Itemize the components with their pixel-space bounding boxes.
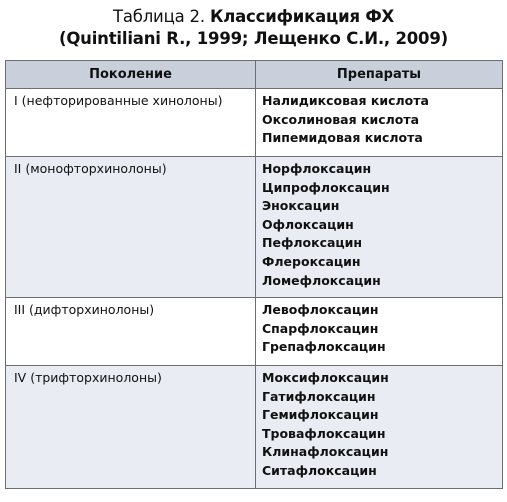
drug-item: Офлоксацин	[262, 216, 354, 232]
drug-item: Пефлоксацин	[262, 235, 363, 251]
caption-prefix: Таблица 2.	[112, 7, 205, 26]
drug-item: Оксолиновая кислота	[262, 111, 420, 127]
table-row	[6, 157, 503, 298]
drug-item: Норфлоксацин	[262, 161, 372, 176]
drugs-cell	[256, 366, 503, 489]
header-drugs: Препараты	[256, 61, 503, 89]
drugs-cell	[256, 298, 503, 366]
drug-item: Флероксацин	[262, 253, 361, 269]
table-row	[6, 366, 503, 489]
table-row	[6, 298, 503, 366]
drug-item: Пипемидовая кислота	[262, 130, 423, 146]
drug-item: Гемифлоксацин	[262, 407, 379, 423]
drugs-cell	[256, 89, 503, 157]
classification-table	[5, 60, 503, 489]
table-caption	[5, 0, 502, 60]
drugs-cell	[256, 157, 503, 298]
drug-item: Тровафлоксацин	[262, 425, 386, 441]
table-header-row	[6, 61, 503, 89]
drug-item: Налидиксовая кислота	[262, 93, 429, 108]
table-row	[6, 89, 503, 157]
drug-item: Спарфлоксацин	[262, 320, 379, 336]
drug-item: Моксифлоксацин	[262, 370, 389, 385]
drug-item: Левофлоксацин	[262, 302, 379, 317]
drug-item: Клинафлоксацин	[262, 444, 389, 460]
header-generation: Поколение	[6, 61, 256, 89]
generation-cell: I (нефторированные хинолоны)	[6, 89, 256, 157]
drug-item: Грепафлоксацин	[262, 339, 386, 355]
caption-title: Классификация ФХ	[209, 7, 395, 26]
drug-item: Ломефлоксацин	[262, 272, 381, 288]
drug-item: Ципрофлоксацин	[262, 179, 390, 195]
caption-line-1	[5, 6, 502, 28]
drug-item: Ситафлоксацин	[262, 462, 377, 478]
caption-line-2: (Quintiliani R., 1999; Лещенко С.И., 2009)	[59, 29, 448, 48]
generation-cell: II (монофторхинолоны)	[6, 157, 256, 298]
generation-cell: IV (трифторхинолоны)	[6, 366, 256, 489]
drug-item: Гатифлоксацин	[262, 388, 376, 404]
drug-item: Эноксацин	[262, 198, 340, 214]
generation-cell: III (дифторхинолоны)	[6, 298, 256, 366]
